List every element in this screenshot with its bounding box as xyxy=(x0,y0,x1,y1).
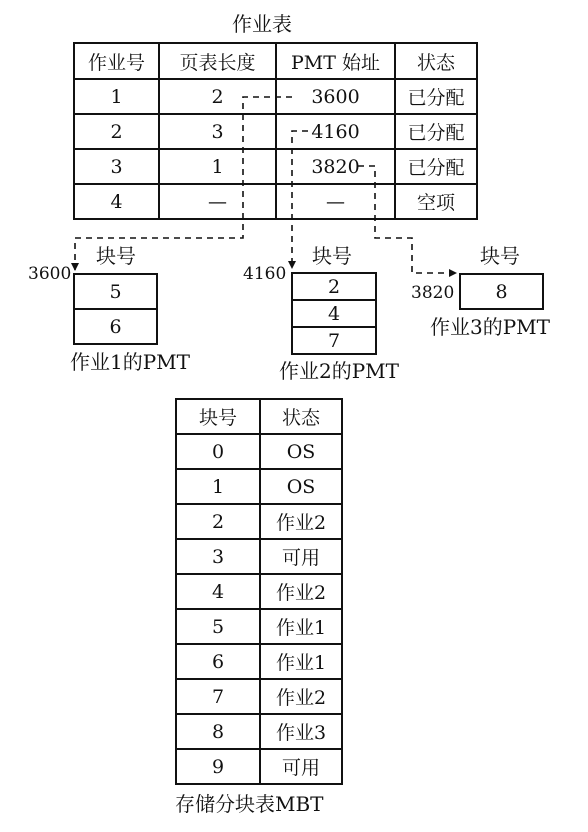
mbt-status-cell: 作业1 xyxy=(260,609,342,644)
pmt1-block-cell: 6 xyxy=(74,309,157,344)
pmt-address-cell: — xyxy=(276,184,395,219)
pmt1-table xyxy=(73,273,158,345)
pmt2-block-cell: 7 xyxy=(292,327,376,354)
mbt-caption: 存储分块表MBT xyxy=(175,792,324,816)
job-status-cell: 已分配 xyxy=(395,114,477,149)
mbt-block-cell: 4 xyxy=(176,574,260,609)
mbt-status-cell: 作业1 xyxy=(260,644,342,679)
pmt3-block-label: 块号 xyxy=(480,244,520,268)
pmt3-table xyxy=(459,273,544,310)
job-status-cell: 已分配 xyxy=(395,149,477,184)
mbt-row xyxy=(176,574,342,609)
job-table-header-cell: PMT 始址 xyxy=(276,43,395,79)
mbt-block-cell: 5 xyxy=(176,609,260,644)
job-table-header-row xyxy=(74,43,477,79)
job-table xyxy=(73,42,478,220)
mbt-block-cell: 9 xyxy=(176,749,260,784)
mbt-status-cell: 可用 xyxy=(260,539,342,574)
mbt-block-cell: 0 xyxy=(176,434,260,469)
mbt-row xyxy=(176,679,342,714)
mbt-status-cell: 可用 xyxy=(260,749,342,784)
mbt-row xyxy=(176,469,342,504)
job-table-row xyxy=(74,149,477,184)
mbt-status-cell: 作业2 xyxy=(260,574,342,609)
pmt-address-cell: 3820 xyxy=(276,149,395,184)
job-number-cell: 3 xyxy=(74,149,159,184)
job-table-header-cell: 页表长度 xyxy=(159,43,276,79)
job-status-cell: 空项 xyxy=(395,184,477,219)
job-table-row xyxy=(74,184,477,219)
mbt-row xyxy=(176,714,342,749)
job-table-header-cell: 状态 xyxy=(395,43,477,79)
mbt-status-cell: 作业2 xyxy=(260,679,342,714)
mbt-block-cell: 2 xyxy=(176,504,260,539)
page-table-length-cell: — xyxy=(159,184,276,219)
pmt-address-cell: 3600 xyxy=(276,79,395,114)
job-table-row xyxy=(74,114,477,149)
pmt2-block-label: 块号 xyxy=(312,244,352,268)
mbt-block-cell: 8 xyxy=(176,714,260,749)
pmt3-address: 3820 xyxy=(411,283,455,303)
mbt-block-cell: 1 xyxy=(176,469,260,504)
pmt2-caption: 作业2的PMT xyxy=(279,359,399,383)
mbt-row xyxy=(176,504,342,539)
pmt3-block-cell: 8 xyxy=(460,274,543,309)
page-table-length-cell: 1 xyxy=(159,149,276,184)
mbt-row xyxy=(176,539,342,574)
pmt1-address: 3600 xyxy=(28,264,72,284)
job-table-header-cell: 作业号 xyxy=(74,43,159,79)
job-table-row xyxy=(74,79,477,114)
pmt1-caption: 作业1的PMT xyxy=(70,350,190,374)
mbt-block-cell: 3 xyxy=(176,539,260,574)
job-status-cell: 已分配 xyxy=(395,79,477,114)
mbt-row xyxy=(176,644,342,679)
mbt-row xyxy=(176,749,342,784)
page-table-length-cell: 2 xyxy=(159,79,276,114)
mbt-table xyxy=(175,398,343,785)
mbt-status-cell: OS xyxy=(260,434,342,469)
mbt-block-cell: 6 xyxy=(176,644,260,679)
pmt1-block-cell: 5 xyxy=(74,274,157,309)
job-table-title: 作业表 xyxy=(232,12,292,36)
mbt-header-row xyxy=(176,399,342,434)
mbt-status-cell: OS xyxy=(260,469,342,504)
job-number-cell: 2 xyxy=(74,114,159,149)
pmt1-block-label: 块号 xyxy=(96,244,136,268)
pmt2-table xyxy=(291,272,377,355)
pmt2-block-cell: 2 xyxy=(292,273,376,300)
pmt-address-cell: 4160 xyxy=(276,114,395,149)
page-table-length-cell: 3 xyxy=(159,114,276,149)
mbt-row xyxy=(176,434,342,469)
pmt3-caption: 作业3的PMT xyxy=(430,315,550,339)
mbt-header-cell: 状态 xyxy=(260,399,342,434)
pmt2-address: 4160 xyxy=(243,264,287,284)
job-number-cell: 1 xyxy=(74,79,159,114)
mbt-block-cell: 7 xyxy=(176,679,260,714)
mbt-status-cell: 作业3 xyxy=(260,714,342,749)
mbt-header-cell: 块号 xyxy=(176,399,260,434)
job-number-cell: 4 xyxy=(74,184,159,219)
pmt2-block-cell: 4 xyxy=(292,300,376,327)
mbt-row xyxy=(176,609,342,644)
mbt-status-cell: 作业2 xyxy=(260,504,342,539)
